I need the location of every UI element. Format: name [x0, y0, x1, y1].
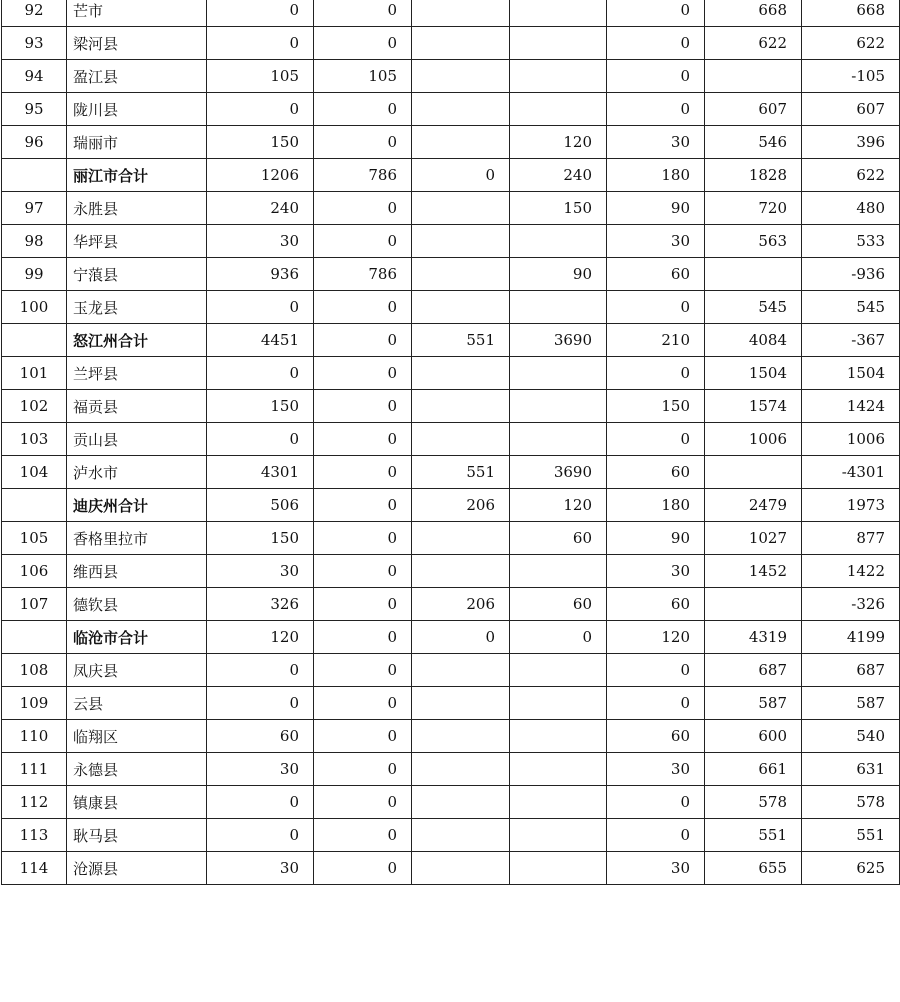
value-col-5-cell: 120: [607, 621, 705, 654]
value-col-4-cell: [510, 786, 607, 819]
region-name-cell: 华坪县: [67, 225, 207, 258]
value-col-2-cell: 0: [314, 456, 412, 489]
value-col-3-cell: [412, 27, 510, 60]
value-col-5-cell: 0: [607, 0, 705, 27]
row-number-cell: 111: [2, 753, 67, 786]
value-col-1-cell: 1206: [207, 159, 314, 192]
value-col-6-cell: 1027: [705, 522, 802, 555]
value-col-1-cell: 30: [207, 852, 314, 885]
value-col-1-cell: 0: [207, 357, 314, 390]
value-col-4-cell: 90: [510, 258, 607, 291]
value-col-2-cell: 0: [314, 588, 412, 621]
value-col-5-cell: 60: [607, 258, 705, 291]
value-col-6-cell: 655: [705, 852, 802, 885]
value-col-4-cell: [510, 753, 607, 786]
table-row: [2, 225, 900, 258]
value-col-5-cell: 210: [607, 324, 705, 357]
region-name-cell: 玉龙县: [67, 291, 207, 324]
value-col-2-cell: 0: [314, 522, 412, 555]
value-col-1-cell: 150: [207, 390, 314, 423]
value-col-3-cell: [412, 654, 510, 687]
region-name-cell: 香格里拉市: [67, 522, 207, 555]
value-col-4-cell: 240: [510, 159, 607, 192]
value-col-7-cell: 1424: [802, 390, 900, 423]
value-col-6-cell: 661: [705, 753, 802, 786]
value-col-6-cell: 668: [705, 0, 802, 27]
region-name-cell: 宁蒗县: [67, 258, 207, 291]
table-row: [2, 0, 900, 27]
table-row: [2, 423, 900, 456]
region-name-cell: 镇康县: [67, 786, 207, 819]
row-number-cell: 103: [2, 423, 67, 456]
region-name-cell: 瑞丽市: [67, 126, 207, 159]
value-col-4-cell: [510, 819, 607, 852]
value-col-1-cell: 0: [207, 687, 314, 720]
row-number-cell: 101: [2, 357, 67, 390]
value-col-4-cell: [510, 357, 607, 390]
region-name-cell: 梁河县: [67, 27, 207, 60]
region-name-cell: 凤庆县: [67, 654, 207, 687]
row-number-cell: 114: [2, 852, 67, 885]
value-col-6-cell: 600: [705, 720, 802, 753]
table-body: [2, 0, 900, 885]
value-col-3-cell: [412, 357, 510, 390]
value-col-5-cell: 0: [607, 423, 705, 456]
value-col-3-cell: 551: [412, 324, 510, 357]
table-row: [2, 687, 900, 720]
table-row: [2, 390, 900, 423]
value-col-3-cell: [412, 126, 510, 159]
value-col-2-cell: 0: [314, 621, 412, 654]
value-col-2-cell: 0: [314, 489, 412, 522]
value-col-6-cell: 4084: [705, 324, 802, 357]
value-col-2-cell: 0: [314, 390, 412, 423]
value-col-7-cell: 607: [802, 93, 900, 126]
region-name-cell: 德钦县: [67, 588, 207, 621]
value-col-1-cell: 0: [207, 291, 314, 324]
value-col-1-cell: 105: [207, 60, 314, 93]
row-number-cell: 109: [2, 687, 67, 720]
value-col-4-cell: [510, 390, 607, 423]
value-col-2-cell: 0: [314, 819, 412, 852]
value-col-3-cell: [412, 60, 510, 93]
value-col-1-cell: 326: [207, 588, 314, 621]
region-name-cell: 陇川县: [67, 93, 207, 126]
value-col-6-cell: 4319: [705, 621, 802, 654]
row-number-cell: 107: [2, 588, 67, 621]
value-col-5-cell: 60: [607, 588, 705, 621]
region-name-cell: 怒江州合计: [67, 324, 207, 357]
region-name-cell: 芒市: [67, 0, 207, 27]
value-col-4-cell: [510, 423, 607, 456]
value-col-7-cell: 396: [802, 126, 900, 159]
value-col-5-cell: 0: [607, 819, 705, 852]
value-col-5-cell: 30: [607, 555, 705, 588]
value-col-7-cell: 622: [802, 27, 900, 60]
value-col-4-cell: 60: [510, 522, 607, 555]
table-row: [2, 192, 900, 225]
value-col-1-cell: 0: [207, 0, 314, 27]
row-number-cell: [2, 489, 67, 522]
value-col-7-cell: -936: [802, 258, 900, 291]
value-col-1-cell: 936: [207, 258, 314, 291]
value-col-2-cell: 786: [314, 159, 412, 192]
region-name-cell: 迪庆州合计: [67, 489, 207, 522]
value-col-6-cell: 587: [705, 687, 802, 720]
subtotal-row: [2, 324, 900, 357]
value-col-6-cell: 1828: [705, 159, 802, 192]
value-col-2-cell: 0: [314, 27, 412, 60]
value-col-3-cell: 0: [412, 621, 510, 654]
value-col-4-cell: 0: [510, 621, 607, 654]
subtotal-row: [2, 489, 900, 522]
table-row: [2, 588, 900, 621]
value-col-7-cell: 668: [802, 0, 900, 27]
value-col-3-cell: [412, 555, 510, 588]
value-col-6-cell: [705, 60, 802, 93]
value-col-5-cell: 0: [607, 654, 705, 687]
table-row: [2, 852, 900, 885]
value-col-1-cell: 4301: [207, 456, 314, 489]
value-col-3-cell: [412, 93, 510, 126]
value-col-2-cell: 0: [314, 654, 412, 687]
value-col-7-cell: 533: [802, 225, 900, 258]
value-col-6-cell: 1006: [705, 423, 802, 456]
region-name-cell: 临翔区: [67, 720, 207, 753]
region-name-cell: 丽江市合计: [67, 159, 207, 192]
value-col-3-cell: [412, 423, 510, 456]
value-col-1-cell: 4451: [207, 324, 314, 357]
region-name-cell: 贡山县: [67, 423, 207, 456]
region-name-cell: 维西县: [67, 555, 207, 588]
value-col-6-cell: 545: [705, 291, 802, 324]
value-col-5-cell: 0: [607, 291, 705, 324]
value-col-6-cell: 1574: [705, 390, 802, 423]
value-col-5-cell: 0: [607, 27, 705, 60]
value-col-3-cell: 0: [412, 159, 510, 192]
value-col-5-cell: 30: [607, 126, 705, 159]
value-col-5-cell: 30: [607, 753, 705, 786]
value-col-5-cell: 0: [607, 357, 705, 390]
region-name-cell: 泸水市: [67, 456, 207, 489]
value-col-2-cell: 0: [314, 93, 412, 126]
value-col-1-cell: 150: [207, 522, 314, 555]
value-col-5-cell: 60: [607, 720, 705, 753]
row-number-cell: 97: [2, 192, 67, 225]
value-col-4-cell: 60: [510, 588, 607, 621]
value-col-7-cell: 1504: [802, 357, 900, 390]
value-col-3-cell: [412, 225, 510, 258]
value-col-1-cell: 0: [207, 27, 314, 60]
value-col-1-cell: 30: [207, 555, 314, 588]
value-col-3-cell: 551: [412, 456, 510, 489]
value-col-7-cell: 578: [802, 786, 900, 819]
value-col-4-cell: [510, 93, 607, 126]
value-col-7-cell: -326: [802, 588, 900, 621]
value-col-3-cell: [412, 852, 510, 885]
table-row: [2, 126, 900, 159]
value-col-3-cell: [412, 753, 510, 786]
value-col-2-cell: 0: [314, 786, 412, 819]
value-col-1-cell: 0: [207, 819, 314, 852]
row-number-cell: [2, 324, 67, 357]
value-col-1-cell: 0: [207, 93, 314, 126]
value-col-3-cell: [412, 192, 510, 225]
value-col-2-cell: 0: [314, 753, 412, 786]
value-col-3-cell: [412, 819, 510, 852]
table-row: [2, 456, 900, 489]
value-col-6-cell: 546: [705, 126, 802, 159]
value-col-6-cell: 2479: [705, 489, 802, 522]
value-col-5-cell: 30: [607, 225, 705, 258]
value-col-4-cell: [510, 60, 607, 93]
value-col-2-cell: 0: [314, 291, 412, 324]
value-col-7-cell: -4301: [802, 456, 900, 489]
value-col-3-cell: [412, 687, 510, 720]
value-col-6-cell: 551: [705, 819, 802, 852]
value-col-3-cell: [412, 720, 510, 753]
value-col-1-cell: 30: [207, 753, 314, 786]
value-col-7-cell: 1006: [802, 423, 900, 456]
value-col-6-cell: 1504: [705, 357, 802, 390]
value-col-5-cell: 0: [607, 687, 705, 720]
value-col-2-cell: 0: [314, 0, 412, 27]
value-col-5-cell: 180: [607, 489, 705, 522]
value-col-3-cell: [412, 522, 510, 555]
value-col-3-cell: [412, 258, 510, 291]
value-col-4-cell: [510, 225, 607, 258]
table-row: [2, 720, 900, 753]
value-col-4-cell: [510, 654, 607, 687]
row-number-cell: 92: [2, 0, 67, 27]
value-col-4-cell: [510, 0, 607, 27]
value-col-5-cell: 30: [607, 852, 705, 885]
value-col-2-cell: 0: [314, 324, 412, 357]
row-number-cell: 95: [2, 93, 67, 126]
value-col-7-cell: -105: [802, 60, 900, 93]
table-row: [2, 819, 900, 852]
value-col-2-cell: 0: [314, 720, 412, 753]
value-col-7-cell: 545: [802, 291, 900, 324]
table-row: [2, 27, 900, 60]
value-col-7-cell: 480: [802, 192, 900, 225]
table-row: [2, 654, 900, 687]
value-col-5-cell: 90: [607, 192, 705, 225]
region-name-cell: 福贡县: [67, 390, 207, 423]
subtotal-row: [2, 621, 900, 654]
value-col-1-cell: 0: [207, 423, 314, 456]
table-row: [2, 258, 900, 291]
value-col-1-cell: 120: [207, 621, 314, 654]
row-number-cell: [2, 159, 67, 192]
value-col-4-cell: [510, 720, 607, 753]
value-col-2-cell: 0: [314, 357, 412, 390]
value-col-7-cell: 625: [802, 852, 900, 885]
row-number-cell: 105: [2, 522, 67, 555]
value-col-2-cell: 0: [314, 687, 412, 720]
value-col-4-cell: 120: [510, 489, 607, 522]
table-row: [2, 786, 900, 819]
value-col-2-cell: 0: [314, 555, 412, 588]
value-col-1-cell: 0: [207, 786, 314, 819]
value-col-7-cell: 587: [802, 687, 900, 720]
value-col-4-cell: [510, 852, 607, 885]
row-number-cell: 104: [2, 456, 67, 489]
value-col-5-cell: 0: [607, 786, 705, 819]
table-row: [2, 522, 900, 555]
value-col-5-cell: 180: [607, 159, 705, 192]
row-number-cell: 93: [2, 27, 67, 60]
value-col-5-cell: 150: [607, 390, 705, 423]
subtotal-row: [2, 159, 900, 192]
value-col-7-cell: 1973: [802, 489, 900, 522]
table-row: [2, 93, 900, 126]
row-number-cell: 100: [2, 291, 67, 324]
row-number-cell: 99: [2, 258, 67, 291]
region-name-cell: 永胜县: [67, 192, 207, 225]
value-col-6-cell: [705, 456, 802, 489]
value-col-6-cell: 720: [705, 192, 802, 225]
table-row: [2, 555, 900, 588]
value-col-3-cell: [412, 0, 510, 27]
value-col-2-cell: 0: [314, 852, 412, 885]
value-col-5-cell: 0: [607, 60, 705, 93]
row-number-cell: [2, 621, 67, 654]
value-col-7-cell: -367: [802, 324, 900, 357]
region-name-cell: 临沧市合计: [67, 621, 207, 654]
value-col-6-cell: [705, 588, 802, 621]
table-row: [2, 291, 900, 324]
value-col-1-cell: 150: [207, 126, 314, 159]
value-col-3-cell: 206: [412, 489, 510, 522]
value-col-7-cell: 687: [802, 654, 900, 687]
value-col-3-cell: [412, 291, 510, 324]
value-col-7-cell: 4199: [802, 621, 900, 654]
value-col-1-cell: 506: [207, 489, 314, 522]
value-col-6-cell: 687: [705, 654, 802, 687]
row-number-cell: 94: [2, 60, 67, 93]
value-col-7-cell: 877: [802, 522, 900, 555]
value-col-4-cell: 150: [510, 192, 607, 225]
value-col-1-cell: 60: [207, 720, 314, 753]
value-col-2-cell: 0: [314, 225, 412, 258]
value-col-1-cell: 240: [207, 192, 314, 225]
value-col-1-cell: 30: [207, 225, 314, 258]
value-col-6-cell: 563: [705, 225, 802, 258]
value-col-4-cell: [510, 687, 607, 720]
value-col-4-cell: 120: [510, 126, 607, 159]
value-col-7-cell: 622: [802, 159, 900, 192]
value-col-2-cell: 0: [314, 126, 412, 159]
row-number-cell: 98: [2, 225, 67, 258]
value-col-7-cell: 631: [802, 753, 900, 786]
row-number-cell: 113: [2, 819, 67, 852]
region-name-cell: 盈江县: [67, 60, 207, 93]
row-number-cell: 108: [2, 654, 67, 687]
value-col-4-cell: [510, 291, 607, 324]
region-name-cell: 云县: [67, 687, 207, 720]
value-col-6-cell: 1452: [705, 555, 802, 588]
row-number-cell: 96: [2, 126, 67, 159]
region-name-cell: 沧源县: [67, 852, 207, 885]
value-col-6-cell: 607: [705, 93, 802, 126]
region-name-cell: 兰坪县: [67, 357, 207, 390]
table-row: [2, 60, 900, 93]
row-number-cell: 102: [2, 390, 67, 423]
value-col-3-cell: [412, 390, 510, 423]
value-col-2-cell: 0: [314, 423, 412, 456]
value-col-4-cell: [510, 27, 607, 60]
value-col-2-cell: 0: [314, 192, 412, 225]
value-col-7-cell: 540: [802, 720, 900, 753]
value-col-4-cell: 3690: [510, 456, 607, 489]
region-name-cell: 耿马县: [67, 819, 207, 852]
value-col-6-cell: [705, 258, 802, 291]
value-col-4-cell: 3690: [510, 324, 607, 357]
value-col-7-cell: 1422: [802, 555, 900, 588]
value-col-5-cell: 0: [607, 93, 705, 126]
row-number-cell: 112: [2, 786, 67, 819]
value-col-7-cell: 551: [802, 819, 900, 852]
region-name-cell: 永德县: [67, 753, 207, 786]
value-col-3-cell: [412, 786, 510, 819]
value-col-3-cell: 206: [412, 588, 510, 621]
value-col-1-cell: 0: [207, 654, 314, 687]
value-col-4-cell: [510, 555, 607, 588]
value-col-6-cell: 622: [705, 27, 802, 60]
row-number-cell: 106: [2, 555, 67, 588]
value-col-2-cell: 786: [314, 258, 412, 291]
table-row: [2, 753, 900, 786]
value-col-5-cell: 90: [607, 522, 705, 555]
value-col-2-cell: 105: [314, 60, 412, 93]
value-col-5-cell: 60: [607, 456, 705, 489]
value-col-6-cell: 578: [705, 786, 802, 819]
table-row: [2, 357, 900, 390]
data-table: [1, 0, 900, 885]
row-number-cell: 110: [2, 720, 67, 753]
